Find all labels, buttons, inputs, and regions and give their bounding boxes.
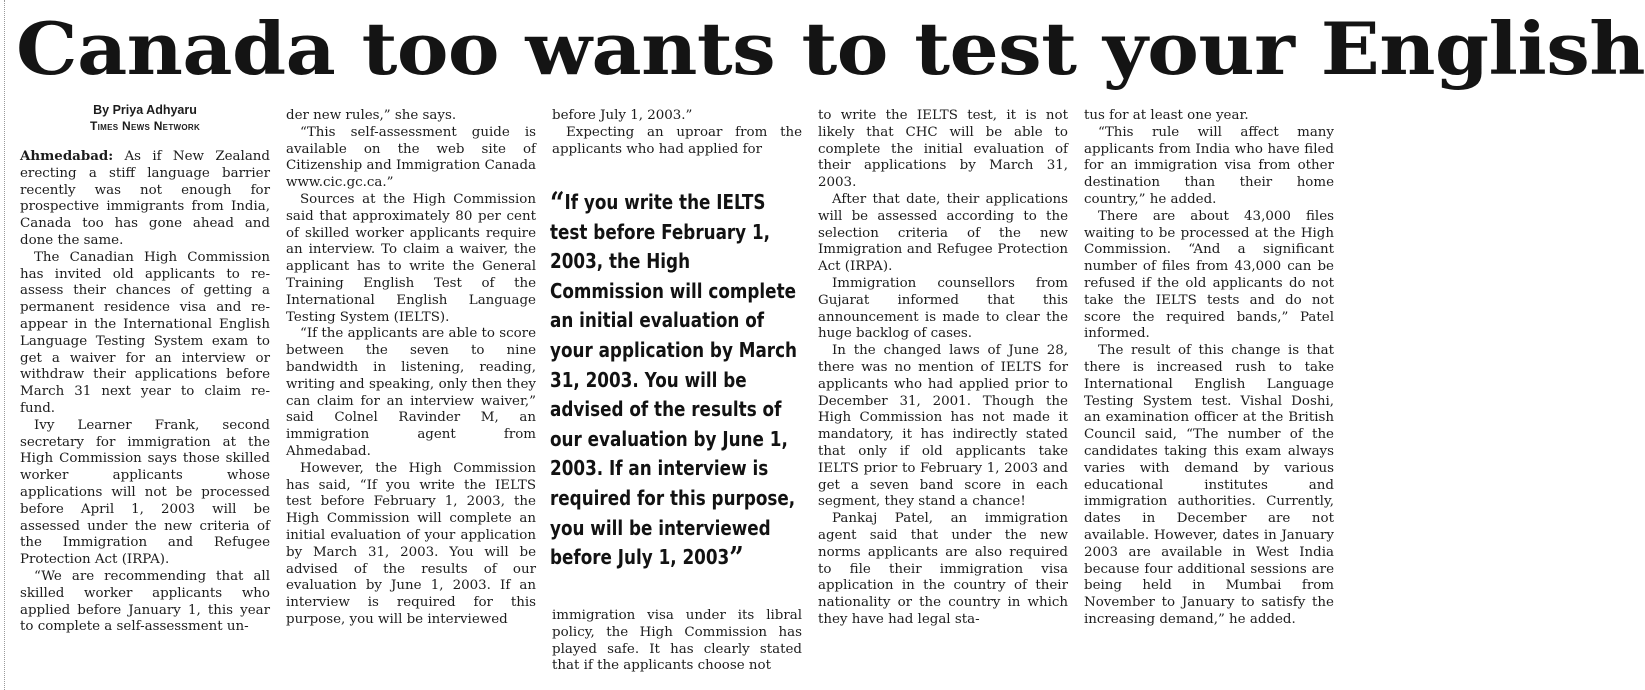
paragraph: der new rules,” she says. <box>286 108 457 123</box>
article-column-5 <box>1084 108 1334 690</box>
article-column-2 <box>286 108 536 690</box>
byline <box>20 102 270 134</box>
paragraph: tus for at least one year. <box>1084 108 1249 123</box>
paragraph: “If the applicants are able to score between the seven to nine bandwidth in listening, reading, writing and speaking, only then they can claim for an interview waiver,” said Colnel Ravinder M, an immigration agent from Ahmedabad. <box>286 326 536 459</box>
dateline: Ahmedabad: <box>20 148 114 164</box>
paragraph: immigration visa under its libral policy, the High Commission has played safe. It has clearly stated that if the applicants choose not <box>552 608 802 674</box>
paragraph: “This rule will affect many applicants from India who have filed for an immigration visa from other destination than their home country,” he added. <box>1084 124 1334 207</box>
pull-quote-text: If you write the IELTS test before February 1, 2003, the High Commission will complete an initial evaluation of your application by March 31, 2003. You will be advised of the results of our evaluation by June 1, 2003. If an interview is required for this purpose, you will be interviewed before July 1, 2003 <box>550 190 798 570</box>
article-column-4 <box>818 108 1068 690</box>
paragraph: Pankaj Patel, an immigration agent said that under the new norms applicants are also required to file their immigration visa application in the country of their nationality or the country in which they have had legal sta- <box>818 511 1068 627</box>
paragraph: “We are recommending that all skilled worker applicants who applied before January 1, this year to complete a self-assessment un- <box>20 568 270 635</box>
paragraph: In the changed laws of June 28, there was no mention of IELTS for applicants who had applied prior to December 31, 2001. Though the High Commission has not made it mandatory, it has indirectly stated that only if old applicants take IELTS prior to February 1, 2003 and get a seven band score in each segment, they stand a chance! <box>818 343 1068 510</box>
paragraph: Sources at the High Commission said that approximately 80 per cent of skilled worker applicants require an interview. To claim a waiver, the applicant has to write the General Training English Test of the International English Language Testing System (IELTS). <box>286 191 536 325</box>
paragraph: There are about 43,000 files waiting to be processed at the High Commission. “And a significant number of files from 43,000 can be refused if the old applicants do not take the IELTS tests and do not score the required bands,” Patel informed. <box>1084 208 1334 342</box>
paragraph: Expecting an uproar from the applicants who had applied for <box>552 124 802 157</box>
paragraph-text: As if New Zealand erecting a stiff language barrier recently was not enough for prospective immigrants from India, Canada too has gone ahead and done the same. <box>20 149 270 248</box>
lead-paragraph <box>20 148 270 250</box>
paragraph: The Canadian High Commission has invited old applicants to re-assess their chances of getting a permanent residence visa and re-appear in the International English Language Testing System exam to get a waiver for an interview or withdraw their applications before March 31 next year to claim re-fund. <box>20 249 270 416</box>
paragraph: The result of this change is that there is increased rush to take International English Language Testing System test. Vishal Doshi, an examination officer at the British Council said, “The number of the candidates taking this exam always varies with demand by various educational institutes and immigration authorities. Currently, dates in December are not available. However, dates in January 2003 are available in West India because four additional sessions are being held in Mumbai from November to January to satisfy the increasing demand,” he added. <box>1084 343 1334 627</box>
paragraph: After that date, their applications will be assessed according to the selection criteria of the new Immigration and Refugee Protection Act (IRPA). <box>818 191 1068 275</box>
paragraph: Ivy Learner Frank, second secretary for immigration at the High Commission says those skilled worker applicants whose applications will not be processed before April 1, 2003 will be assessed under the new criteria of the Immigration and Refugee Protection Act (IRPA). <box>20 417 270 568</box>
paragraph: to write the IELTS test, it is not likely that CHC will be able to complete the initial evaluation of their applications by March 31, 2003. <box>818 108 1068 191</box>
paragraph: However, the High Commission has said, “If you write the IELTS test before February 1, 2003, the High Commission will complete an initial evaluation of your application by March 31, 2003. You will be advised of the results of our evaluation by June 1, 2003. If an interview is required for this purpose, you will be interviewed <box>286 460 536 627</box>
pull-quote <box>550 186 802 577</box>
open-quote-mark: “ <box>550 186 565 221</box>
byline-agency: Times News Network <box>89 119 201 133</box>
paragraph: Immigration counsellors from Gujarat informed that this announcement is made to clear the huge backlog of cases. <box>818 275 1068 342</box>
headline: Canada too wants to test your English <box>16 6 1645 91</box>
close-quote-mark: ” <box>729 541 744 577</box>
article-column-3 <box>552 108 802 168</box>
article-column-1 <box>20 102 270 690</box>
byline-author: By Priya Adhyaru <box>93 103 197 117</box>
paragraph: before July 1, 2003.” <box>552 108 693 123</box>
column-divider <box>4 0 5 690</box>
article-column-3-continued <box>552 608 802 675</box>
paragraph: “This self-assessment guide is available on the web site of Citizenship and Immigration Canada www.cic.gc.ca.” <box>286 124 536 191</box>
